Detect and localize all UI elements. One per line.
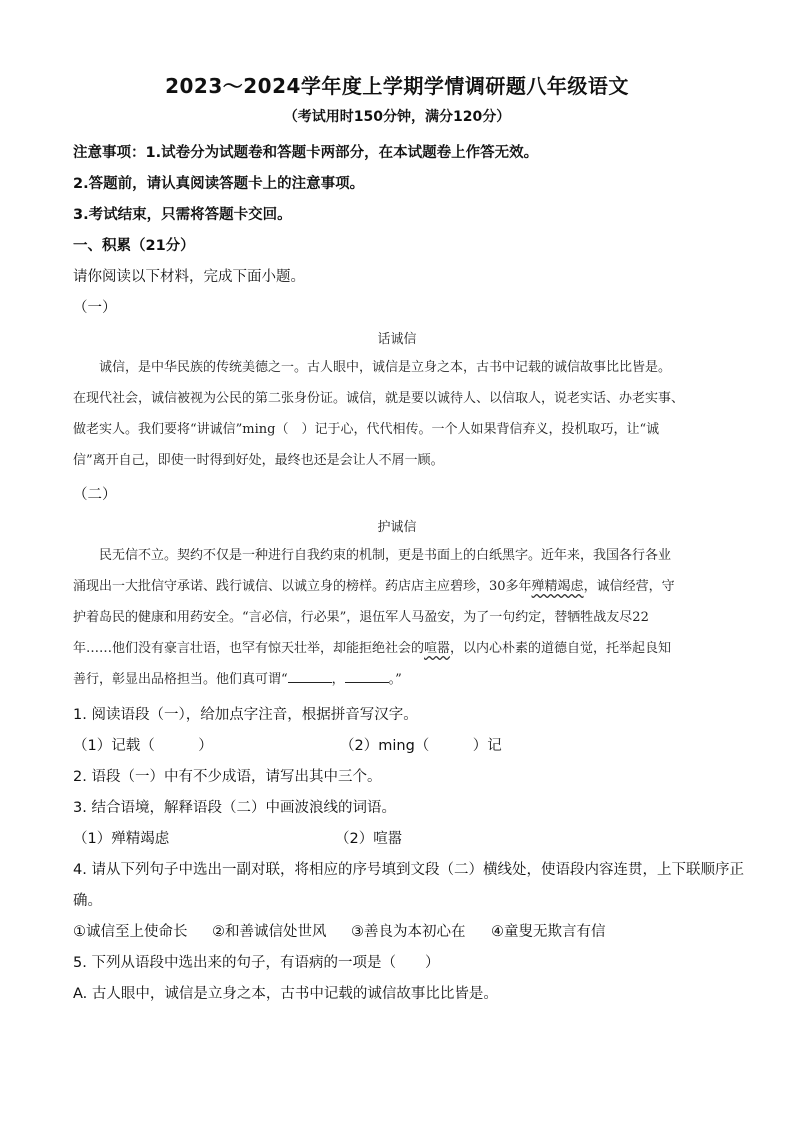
passage-2-line-2-end: ，诚信经营，守	[583, 579, 675, 594]
question-5: 5. 下列从语段中选出来的句子，有语病的一项是（ ）	[73, 955, 440, 971]
passage-1-line: 信”离开自己，即使一时得到好处，最终也还是会让人不屑一顾。	[73, 453, 444, 468]
question-1-a: （1）记载（ ）	[73, 738, 213, 754]
question-4-line-1: 4. 请从下列句子中选出一副对联，将相应的序号填到文段（二）横线处，使语段内容连贯，上下联顺序正	[73, 862, 744, 878]
passage-1-line: 做老实人。我们要将“讲诚信”ming（ ）记于心，代代相传。一个人如果背信弃义，投机取巧，让“诚	[73, 422, 660, 437]
passage-1-line: 在现代社会，诚信被视为公民的第二张身份证。诚信，就是要以诚待人、以信取人，说老实话、办老实事、	[73, 391, 685, 406]
passage-2-line-5-end: 。”	[388, 672, 402, 687]
section-heading: 一、积累（21分）	[73, 238, 195, 254]
passage-2-title: 护诚信	[377, 520, 417, 535]
wavy-term-1: 殚精竭虑	[531, 579, 584, 594]
passage-2-line	[73, 571, 725, 602]
exam-title: 2023～2024学年度上学期学情调研题八年级语文	[165, 74, 629, 98]
question-4-line-2: 确。	[73, 893, 102, 909]
passage-2-line-4-end: ，以内心朴素的道德自觉，托举起良知	[450, 641, 672, 656]
question-4-option: ②和善诚信处世风	[212, 924, 327, 940]
section-intro: 请你阅读以下材料，完成下面小题。	[73, 269, 305, 285]
passage-1-line: 诚信，是中华民族的传统美德之一。古人眼中，诚信是立身之本，古书中记载的诚信故事比比皆是。	[99, 360, 672, 375]
question-3-b: （2）喧嚣	[335, 831, 403, 847]
passage-2-line	[73, 664, 725, 695]
question-4-option: ③善良为本初心在	[351, 924, 466, 940]
question-2: 2. 语段（一）中有不少成语，请写出其中三个。	[73, 769, 382, 785]
wavy-term-2: 喧嚣	[424, 641, 451, 656]
passage-2-line: 护着岛民的健康和用药安全。“言必信，行必果”，退伍军人马盈安，为了一句约定，替牺牲战友尽22	[73, 610, 649, 625]
passage-2-line-2-start: 涌现出一大批信守承诺、践行诚信、以诚立身的榜样。药店店主应碧珍，30多年	[73, 579, 532, 594]
blank-separator: ，	[331, 672, 345, 687]
question-4-option: ①诚信至上使命长	[73, 924, 188, 940]
passage-1-label: （一）	[73, 300, 117, 316]
notes-line-3: 3.考试结束，只需将答题卡交回。	[73, 207, 292, 223]
passage-2-line: 民无信不立。契约不仅是一种进行自我约束的机制，更是书面上的白纸黑字。近年来，我国各行各业	[99, 548, 672, 563]
answer-blank-2[interactable]	[345, 669, 389, 683]
notes-line-1: 注意事项：1.试卷分为试题卷和答题卡两部分，在本试题卷上作答无效。	[73, 145, 539, 161]
question-1-b: （2）ming（ ）记	[340, 738, 502, 754]
passage-1-title: 话诚信	[377, 332, 417, 347]
question-5-option-a: A. 古人眼中，诚信是立身之本，古书中记载的诚信故事比比皆是。	[73, 986, 498, 1002]
passage-2-body	[73, 540, 725, 695]
question-3-a: （1）殚精竭虑	[73, 831, 170, 847]
passage-2-label: （二）	[73, 487, 117, 503]
answer-blank-1[interactable]	[288, 669, 332, 683]
passage-2-line-4-start: 年……他们没有豪言壮语，也罕有惊天壮举，却能拒绝社会的	[73, 641, 425, 656]
passage-2-line	[73, 633, 725, 664]
question-1: 1. 阅读语段（一），给加点字注音，根据拼音写汉字。	[73, 707, 418, 723]
notes-line-2: 2.答题前，请认真阅读答题卡上的注意事项。	[73, 176, 365, 192]
question-3: 3. 结合语境，解释语段（二）中画波浪线的词语。	[73, 800, 396, 816]
passage-2-line-5-start: 善行，彰显出品格担当。他们真可谓“	[73, 672, 288, 687]
passage-1-body	[73, 352, 725, 476]
exam-subtitle: （考试用时150分钟，满分120分）	[283, 109, 511, 125]
question-4-option: ④童叟无欺言有信	[491, 924, 606, 940]
